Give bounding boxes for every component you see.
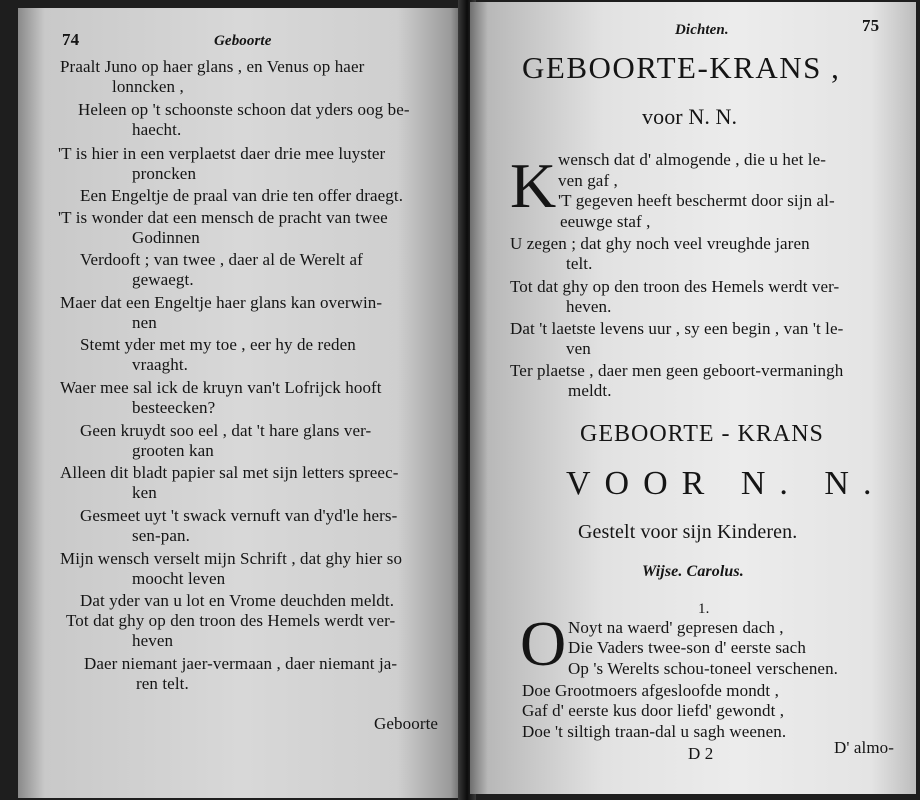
text-line: Op 's Werelts schou-toneel verschenen. [568, 659, 839, 678]
text-line: ven gaf , [558, 171, 618, 190]
text-line: heven. [566, 297, 612, 316]
text-line: gewaegt. [132, 270, 194, 289]
signature-mark: D 2 [688, 744, 714, 763]
text-line: eeuwge staf , [560, 212, 651, 231]
text-line: heven [132, 631, 174, 650]
catchword: Geboorte [374, 714, 439, 733]
text-line: meldt. [568, 381, 612, 400]
drop-cap: O [520, 608, 567, 679]
text-line: sen-pan. [132, 526, 190, 545]
text-line: 'T is hier in een verplaetst daer drie mee luyster [58, 144, 386, 163]
text-line: Heleen op 't schoonste schoon dat yders oog be- [78, 100, 410, 119]
text-line: Maer dat een Engeltje haer glans kan overwin- [60, 293, 383, 312]
text-line: Stemt yder met my toe , eer hy de reden [80, 335, 356, 354]
text-line: Gesmeet uyt 't swack vernuft van d'yd'le hers- [80, 506, 398, 525]
text-line: Waer mee sal ick de kruyn van't Lofrijck hooft [60, 378, 382, 397]
text-line: Godinnen [132, 228, 200, 247]
text-line: Tot dat ghy op den troon des Hemels werdt ver- [66, 611, 396, 630]
text-line: Geen kruydt soo eel , dat 't hare glans ver- [80, 421, 372, 440]
catchword: D' almo- [834, 738, 895, 757]
text-line: Praalt Juno op haer glans , en Venus op haer [60, 57, 365, 76]
text-line: 'T gegeven heeft beschermt door sijn al- [558, 191, 835, 210]
text-line: Dat 't laetste levens uur , sy een begin , van 't le- [510, 319, 844, 338]
running-head: Dichten. [675, 22, 729, 38]
stanza-number: 1. [698, 601, 710, 617]
text-line: ken [132, 483, 157, 502]
page-number: 75 [862, 16, 880, 35]
text-line: Verdooft ; van twee , daer al de Werelt af [80, 250, 363, 269]
right-page [470, 2, 916, 794]
text-line: nen [132, 313, 157, 332]
drop-cap: K [510, 150, 557, 221]
text-line: vraaght. [132, 355, 189, 374]
text-line: ven [566, 339, 591, 358]
page-number: 74 [62, 30, 80, 49]
left-page [18, 8, 464, 798]
poem-subtitle: voor N. N. [642, 104, 738, 129]
text-line: moocht leven [132, 569, 226, 588]
text-line: Doe 't siltigh traan-dal u sagh weenen. [522, 722, 787, 741]
text-line: haecht. [132, 120, 182, 139]
text-line: telt. [566, 254, 593, 273]
text-line: Gaf d' eerste kus door liefd' gewondt , [522, 701, 785, 720]
text-line: wensch dat d' almogende , die u het le- [558, 150, 827, 169]
text-line: 'T is wonder dat een mensch de pracht van twee [58, 208, 388, 227]
section-subtitle: Gestelt voor sijn Kinderen. [578, 521, 798, 543]
text-line: Ter plaetse , daer men geen geboort-vermaningh [510, 361, 844, 380]
text-line: lonncken , [112, 77, 184, 96]
text-line: Alleen dit bladt papier sal met sijn letters spreec- [60, 463, 399, 482]
text-line: Tot dat ghy op den troon des Hemels werdt ver- [510, 277, 840, 296]
text-line: Daer niemant jaer-vermaan , daer niemant ja- [84, 654, 398, 673]
section-title-large: VOOR N. N. [566, 465, 886, 502]
text-line: Doe Grootmoers afgesloofde mondt , [522, 681, 779, 700]
poem-title: GEBOORTE-KRANS , [522, 50, 841, 85]
text-line: Noyt na waerd' gepresen dach , [568, 618, 784, 637]
tune-line: Wijse. Carolus. [642, 563, 744, 580]
text-line: grooten kan [132, 441, 214, 460]
text-line: proncken [132, 164, 197, 183]
text-line: besteecken? [132, 398, 216, 417]
text-line: U zegen ; dat ghy noch veel vreughde jaren [510, 234, 810, 253]
running-head: Geboorte [214, 33, 272, 49]
text-line: Mijn wensch verselt mijn Schrift , dat ghy hier so [60, 549, 403, 568]
text-line: Dat yder van u lot en Vrome deuchden meldt. [80, 591, 395, 610]
section-title: GEBOORTE - KRANS [580, 421, 824, 447]
text-line: Die Vaders twee-son d' eerste sach [568, 638, 806, 657]
text-line: ren telt. [136, 674, 189, 693]
text-line: Een Engeltje de praal van drie ten offer draegt. [80, 186, 404, 205]
